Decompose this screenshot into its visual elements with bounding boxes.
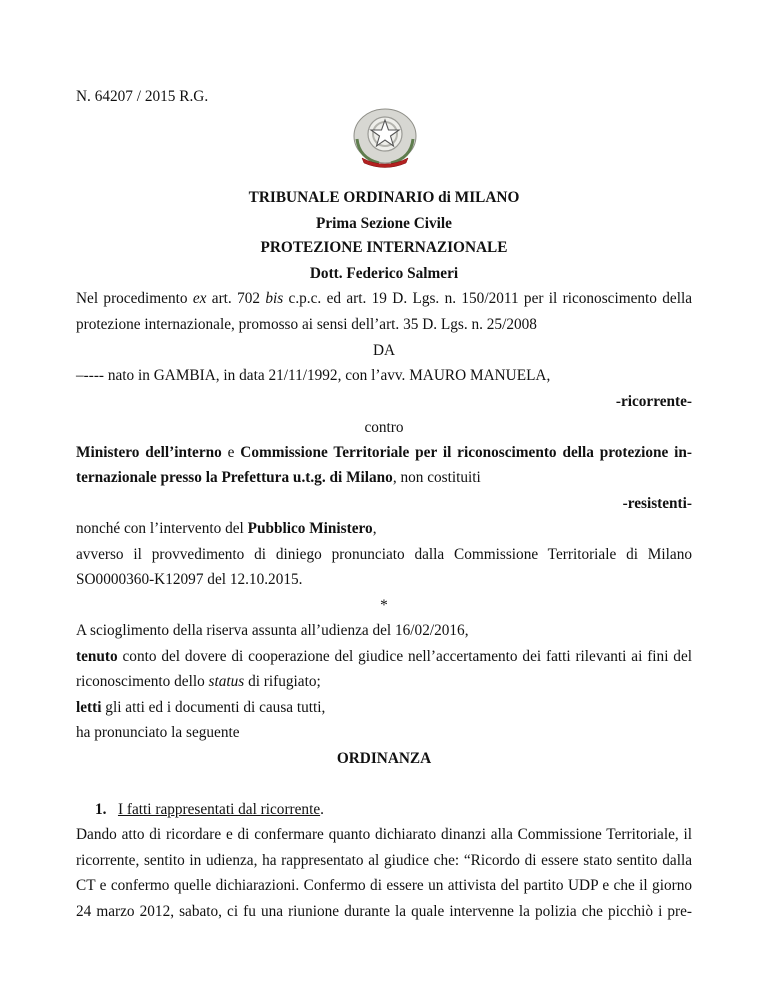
italian-republic-emblem: [346, 106, 424, 170]
court-subject: PROTEZIONE INTERNAZIONALE: [260, 239, 508, 256]
case-number: N. 64207 / 2015 R.G.: [76, 88, 209, 105]
court-name: TRIBUNALE ORDINARIO di MILANO: [248, 189, 520, 206]
da-label: DA: [372, 342, 396, 359]
ordinanza-title: ORDINANZA: [336, 750, 432, 767]
recital-2: tenuto conto del dovere di cooperazione del giudice nell’accertamento dei fatti rilevanti ai fini del: [76, 648, 692, 665]
body-line-1: Dando atto di ricordare e di confermare quanto dichiarato dinanzi alla Commissione Territoriale, il: [76, 826, 692, 843]
public-prosecutor-line: nonché con l’intervento del Pubblico Ministero,: [76, 520, 377, 537]
body-line-3: CT e confermo quelle dichiarazioni. Confermo di essere un attivista del partito UDP e che il giorno: [76, 877, 692, 894]
recital-4: letti gli atti ed i documenti di causa tutti,: [76, 699, 326, 716]
recital-1: A scioglimento della riserva assunta all’udienza del 16/02/2016,: [76, 622, 469, 639]
body-line-2: ricorrente, sentito in udienza, ha rappresentato al giudice che: “Ricordo di essere stato sentito dalla: [76, 852, 692, 869]
contro-label: contro: [364, 419, 404, 436]
court-section: Prima Sezione Civile: [316, 215, 452, 232]
appeal-line-1: avverso il provvedimento di diniego pronunciato dalla Commissione Territoriale di Milano: [76, 546, 692, 563]
appeal-line-2: SO0000360-K12097 del 12.10.2015.: [76, 571, 303, 588]
judge-name: Dott. Federico Salmeri: [309, 265, 459, 282]
respondents-line-2: ternazionale presso la Prefettura u.t.g. di Milano, non costituiti: [76, 469, 481, 486]
intro-line-1: Nel procedimento ex art. 702 bis c.p.c. ed art. 19 D. Lgs. n. 150/2011 per il riconoscimento della: [76, 290, 692, 307]
separator-asterisk: *: [380, 597, 388, 614]
body-line-4: 24 marzo 2012, sabato, ci fu una riunione durante la quale intervenne la polizia che picchiò i pre-: [76, 903, 692, 920]
respondents-line-1: Ministero dell’interno e Commissione Territoriale per il riconoscimento della protezione in-: [76, 444, 692, 461]
recital-3: riconoscimento dello status di rifugiato;: [76, 673, 321, 690]
respondents-role: -resistenti-: [622, 495, 692, 512]
section-heading: 1. I fatti rappresentati dal ricorrente.: [95, 801, 324, 818]
applicant-line: –---- nato in GAMBIA, in data 21/11/1992, con l’avv. MAURO MANUELA,: [76, 367, 551, 384]
recital-5: ha pronunciato la seguente: [76, 724, 240, 741]
intro-line-2: protezione internazionale, promosso ai sensi dell’art. 35 D. Lgs. n. 25/2008: [76, 316, 537, 333]
applicant-role: -ricorrente-: [615, 393, 692, 410]
